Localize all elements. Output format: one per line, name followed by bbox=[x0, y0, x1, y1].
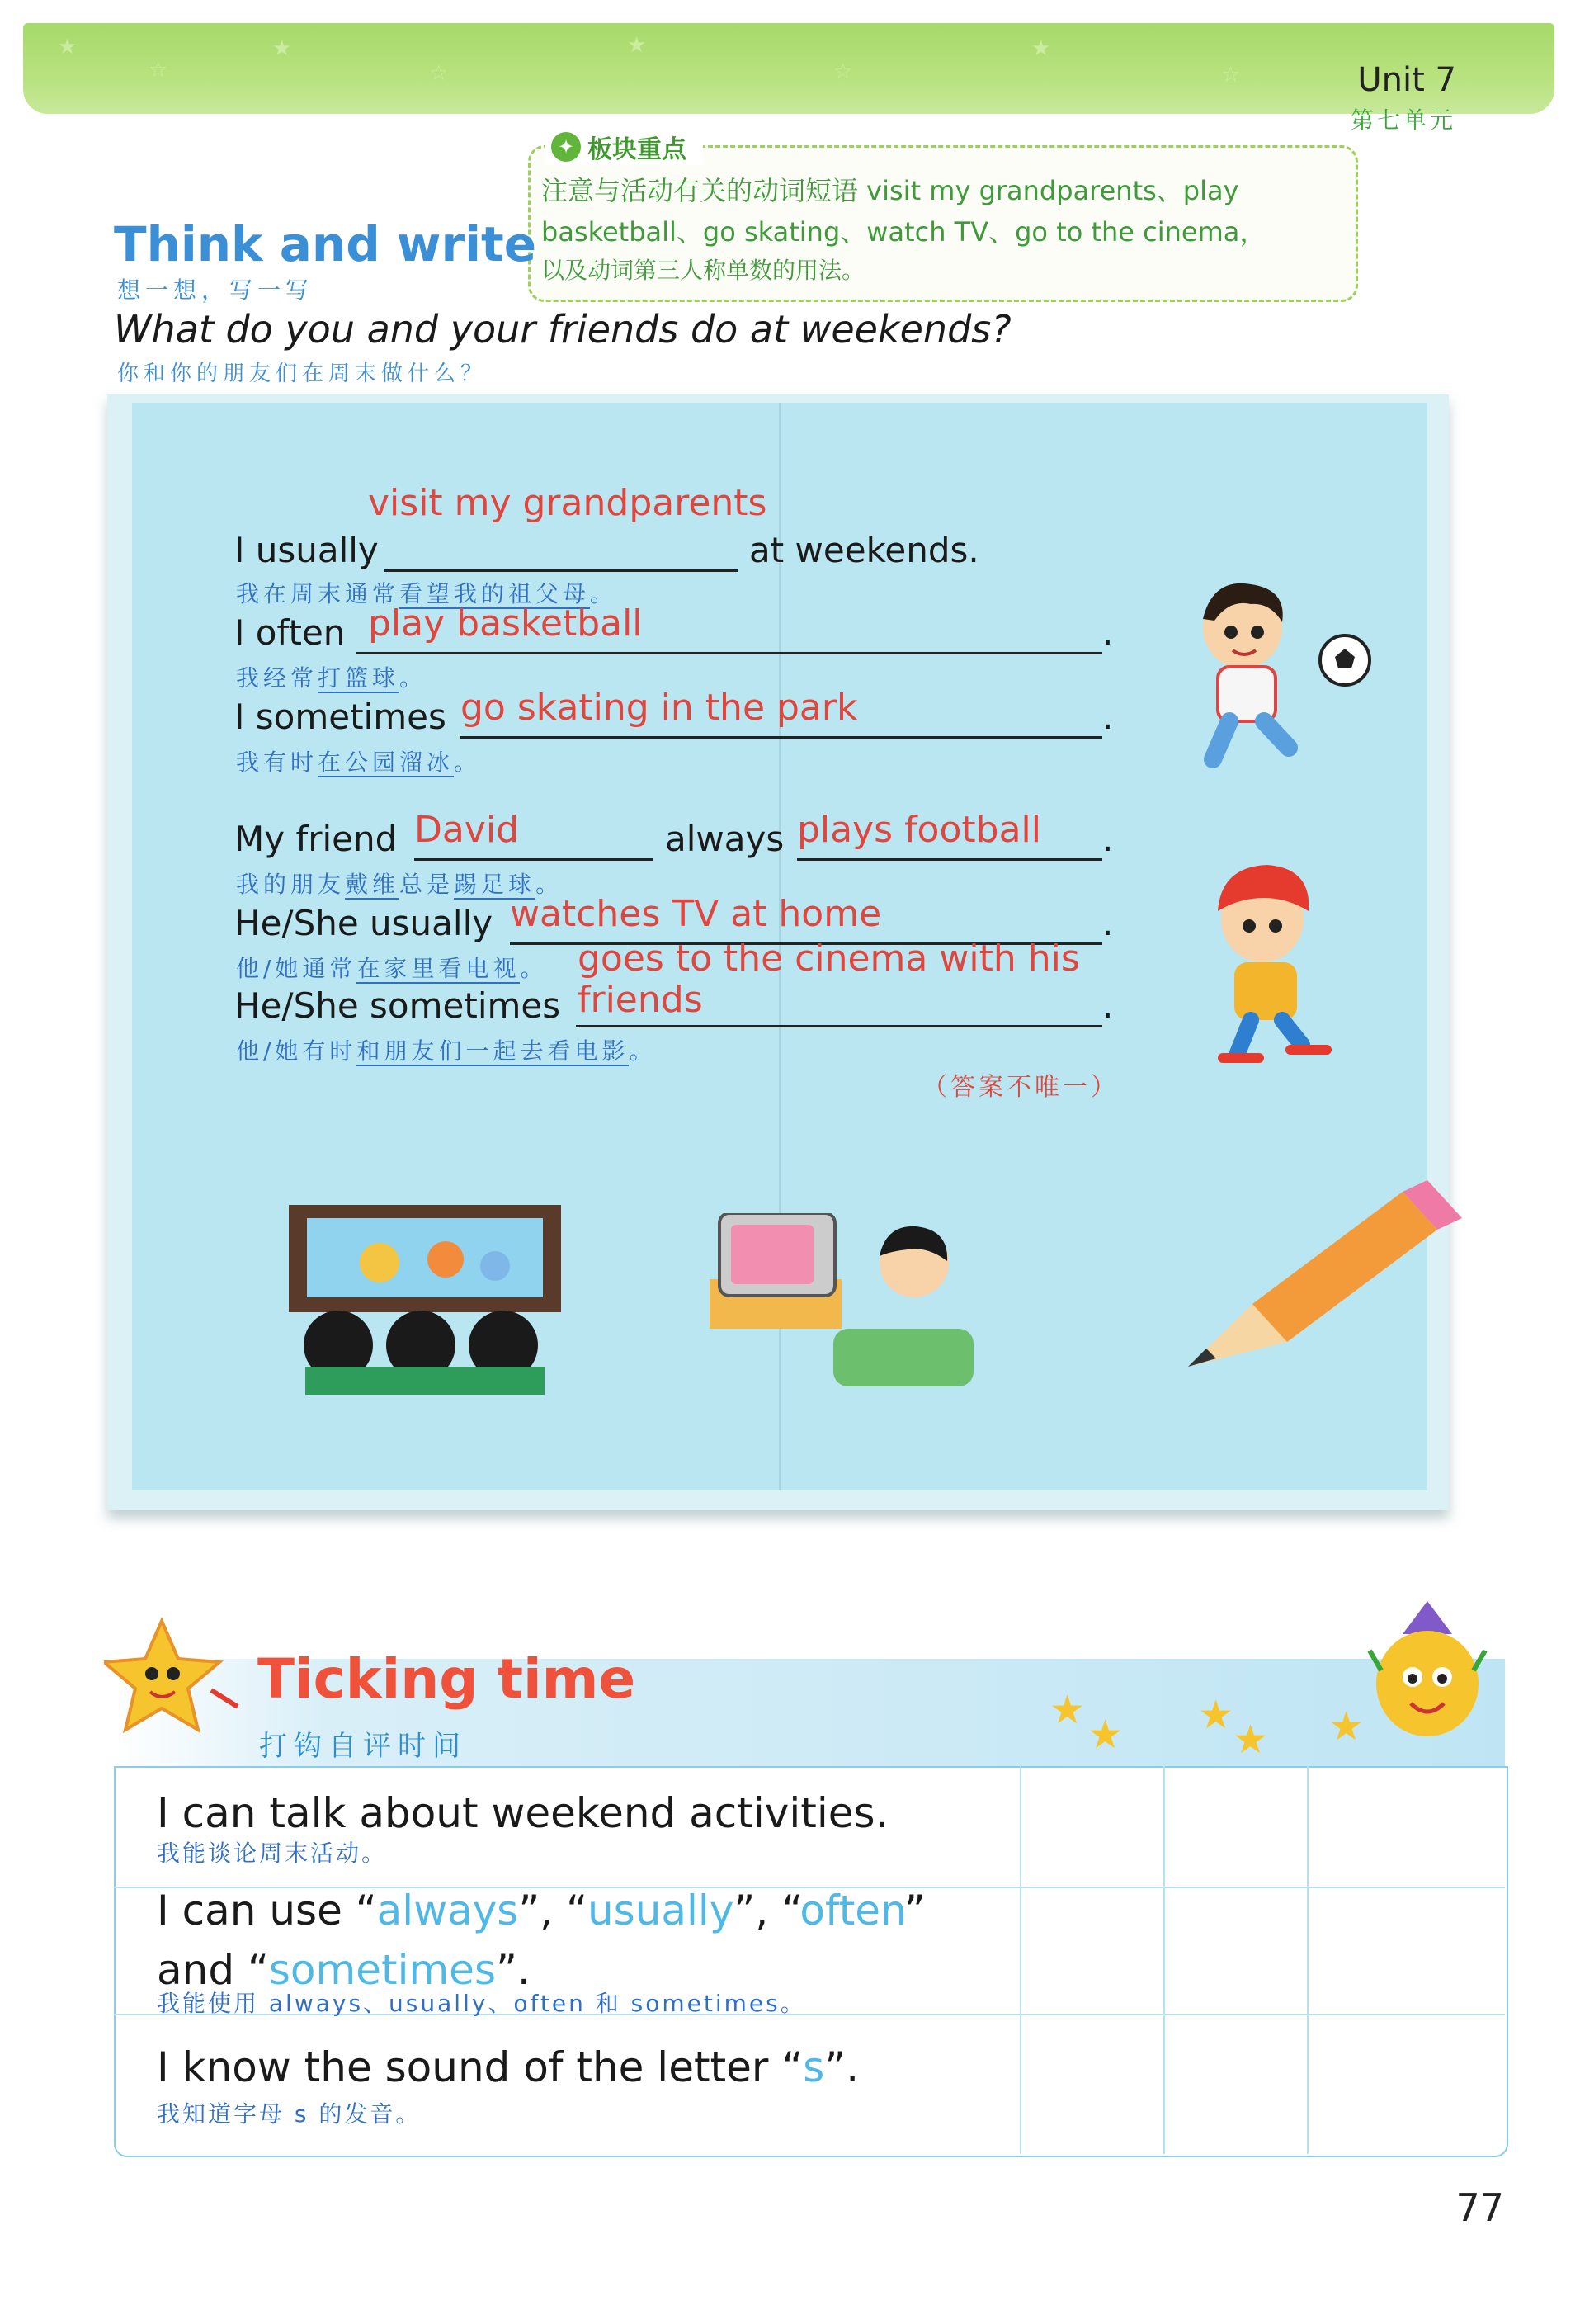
answer-blank[interactable] bbox=[356, 652, 1102, 654]
sentence-suffix: . bbox=[1102, 985, 1114, 1026]
header-banner bbox=[23, 23, 1554, 114]
self-check-item-1: I can talk about weekend activities. bbox=[157, 1789, 889, 1837]
sentence-prefix: I often bbox=[234, 612, 346, 653]
star-icon: ★ bbox=[1233, 1717, 1269, 1763]
unit-subtitle: 第七单元 bbox=[1350, 106, 1456, 134]
sentence-translation: 我有时在公园溜冰。 bbox=[236, 749, 482, 776]
star-icon: ★ bbox=[272, 36, 292, 61]
key-points-line-2: basketball、go skating、watch TV、go to the cinema， bbox=[541, 216, 1266, 248]
sentence-suffix: . bbox=[1102, 819, 1114, 859]
star-icon: ★ bbox=[1031, 36, 1051, 61]
answer-blank[interactable] bbox=[414, 858, 653, 861]
self-check-item-1-translation: 我能谈论周末活动。 bbox=[157, 1840, 388, 1867]
question: What do you and your friends do at weekends? bbox=[114, 307, 1012, 352]
answer-blank[interactable] bbox=[576, 1025, 1102, 1027]
star-icon: ☆ bbox=[1221, 63, 1241, 87]
star-icon: ★ bbox=[58, 35, 78, 59]
answer-text: plays football bbox=[797, 809, 1041, 851]
answer-text-line-2: friends bbox=[578, 979, 703, 1021]
star-icon: ★ bbox=[1198, 1692, 1234, 1738]
key-points-line-1: 注意与活动有关的动词短语 visit my grandparents、play bbox=[541, 175, 1239, 206]
pencil-illustration bbox=[1155, 1180, 1469, 1386]
unit-title: Unit 7 bbox=[1357, 61, 1456, 99]
sentence-translation: 他/她通常在家里看电视。 bbox=[236, 955, 548, 982]
sentence-prefix: I sometimes bbox=[234, 697, 446, 737]
sentence-suffix: . bbox=[1102, 903, 1114, 943]
page-number: 77 bbox=[1455, 2185, 1504, 2230]
answer-text: watches TV at home bbox=[510, 893, 882, 935]
star-icon: ☆ bbox=[429, 61, 449, 86]
sentence-prefix: I usually bbox=[234, 530, 379, 570]
answer-text: visit my grandparents bbox=[368, 482, 767, 524]
answer-note: （答案不唯一） bbox=[922, 1073, 1119, 1102]
sentence-translation: 他/她有时和朋友们一起去看电影。 bbox=[236, 1037, 657, 1065]
kid-roller-skating-illustration bbox=[1188, 850, 1361, 1081]
answer-name: David bbox=[414, 809, 520, 851]
self-check-item-2-line-1: I can use “always”, “usually”, “often” bbox=[157, 1887, 926, 1934]
self-check-item-2-translation: 我能使用 always、usually、often 和 sometimes。 bbox=[157, 1990, 806, 2017]
grid-line bbox=[1020, 1766, 1021, 2154]
star-icon: ★ bbox=[1328, 1703, 1365, 1750]
section-title: Think and write bbox=[114, 216, 537, 272]
key-points-label: 板块重点 bbox=[587, 135, 686, 164]
self-check-item-3: I know the sound of the letter “s”. bbox=[157, 2043, 860, 2091]
answer-text: go skating in the park bbox=[460, 687, 858, 729]
cinema-illustration bbox=[289, 1205, 561, 1395]
ticking-time-title: Ticking time bbox=[257, 1647, 636, 1711]
star-icon: ★ bbox=[627, 33, 647, 58]
sentence-mid: always bbox=[665, 819, 785, 859]
sentence-translation: 我在周末通常看望我的祖父母。 bbox=[236, 580, 618, 607]
star-mascot-icon bbox=[104, 1616, 244, 1740]
boy-watching-tv-illustration bbox=[710, 1213, 982, 1395]
grid-line bbox=[1163, 1766, 1165, 2154]
star-icon: ★ bbox=[1049, 1687, 1086, 1733]
mascot-icon bbox=[1353, 1601, 1502, 1766]
lightbulb-icon: ✦ bbox=[551, 132, 581, 162]
section-subtitle: 想一想，写一写 bbox=[117, 276, 314, 304]
grid-line bbox=[1307, 1766, 1309, 2154]
sentence-suffix: . bbox=[1102, 612, 1114, 653]
answer-blank[interactable] bbox=[384, 569, 738, 572]
sentence-suffix: at weekends. bbox=[749, 530, 979, 570]
boy-playing-football-illustration bbox=[1172, 569, 1378, 776]
sentence-translation: 我的朋友戴维总是踢足球。 bbox=[236, 871, 564, 898]
self-check-item-3-translation: 我知道字母 s 的发音。 bbox=[157, 2100, 422, 2128]
star-icon: ☆ bbox=[833, 59, 853, 84]
key-points-badge bbox=[545, 129, 703, 165]
star-icon: ☆ bbox=[149, 58, 168, 83]
question-translation: 你和你的朋友们在周末做什么？ bbox=[117, 361, 488, 386]
sentence-prefix: My friend bbox=[234, 819, 398, 859]
answer-text-line-1: goes to the cinema with his bbox=[578, 938, 1080, 980]
sentence-translation: 我经常打篮球。 bbox=[236, 664, 427, 692]
key-points-line-3: 以及动词第三人称单数的用法。 bbox=[541, 257, 865, 284]
sentence-suffix: . bbox=[1102, 697, 1114, 737]
answer-text: play basketball bbox=[368, 602, 643, 645]
self-check-item-2-line-2: and “sometimes”. bbox=[157, 1946, 531, 1994]
answer-blank[interactable] bbox=[460, 736, 1102, 739]
sentence-prefix: He/She sometimes bbox=[234, 985, 561, 1026]
answer-blank[interactable] bbox=[797, 858, 1102, 861]
ticking-time-subtitle: 打钩自评时间 bbox=[259, 1730, 467, 1763]
star-icon: ★ bbox=[1087, 1712, 1124, 1758]
sentence-prefix: He/She usually bbox=[234, 903, 493, 943]
